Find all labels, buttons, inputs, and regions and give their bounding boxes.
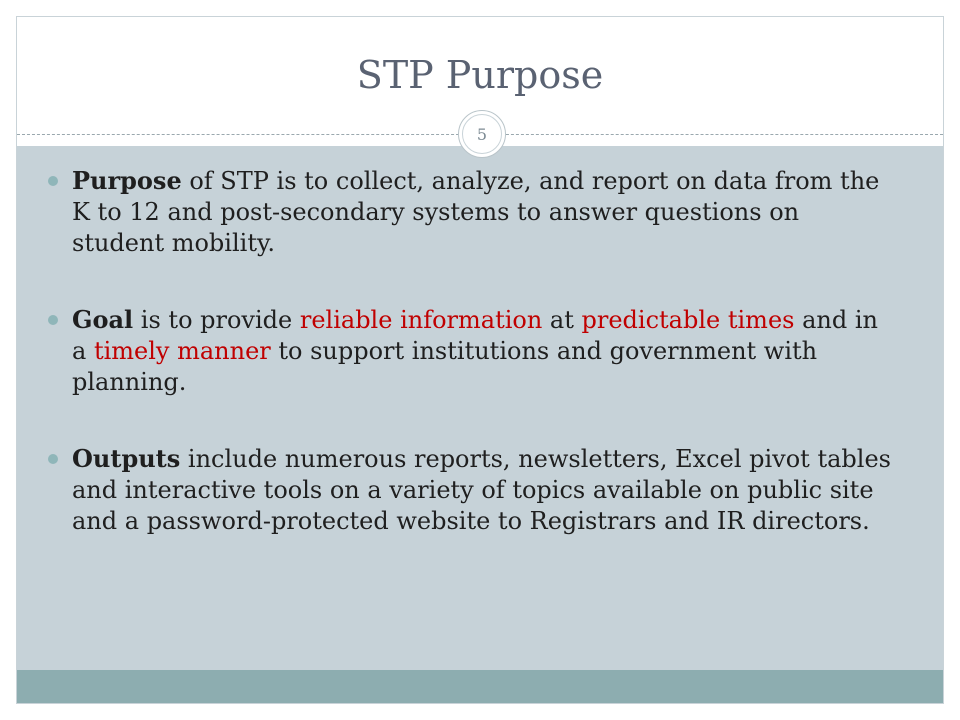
bullet-term: Outputs bbox=[72, 444, 181, 473]
bullet-text: and in a bbox=[72, 306, 878, 365]
bullet-text: is to provide bbox=[133, 306, 300, 334]
bullet-dot-icon bbox=[48, 315, 58, 325]
bullet-term: Purpose bbox=[72, 166, 182, 195]
bullet-goal bbox=[48, 304, 898, 398]
bullet-list bbox=[48, 165, 898, 582]
slide-title: STP Purpose bbox=[356, 53, 604, 97]
highlight-text: reliable information bbox=[299, 306, 543, 334]
bullet-text: at bbox=[542, 306, 582, 334]
highlight-text: predictable times bbox=[581, 306, 795, 334]
bullet-outputs bbox=[48, 443, 898, 537]
bullet-term: Goal bbox=[72, 305, 134, 334]
bullet-text: of STP is to collect, analyze, and report on data from the K to 12 and post-secondary systems to answer questions on student mobility. bbox=[72, 167, 880, 257]
highlight-text: timely manner bbox=[93, 337, 271, 365]
bullet-dot-icon bbox=[48, 176, 58, 186]
footer-band bbox=[17, 670, 943, 703]
bullet-text: to support institutions and government with planning. bbox=[72, 337, 818, 396]
bullet-text: include numerous reports, newsletters, Excel pivot tables and interactive tools on a variety of topics available on public site and a password-protected website to Registrars and IR directors. bbox=[72, 445, 891, 535]
page-number: 5 bbox=[462, 114, 502, 154]
page-number-badge bbox=[458, 110, 506, 158]
bullet-purpose bbox=[48, 165, 898, 259]
bullet-dot-icon bbox=[48, 454, 58, 464]
